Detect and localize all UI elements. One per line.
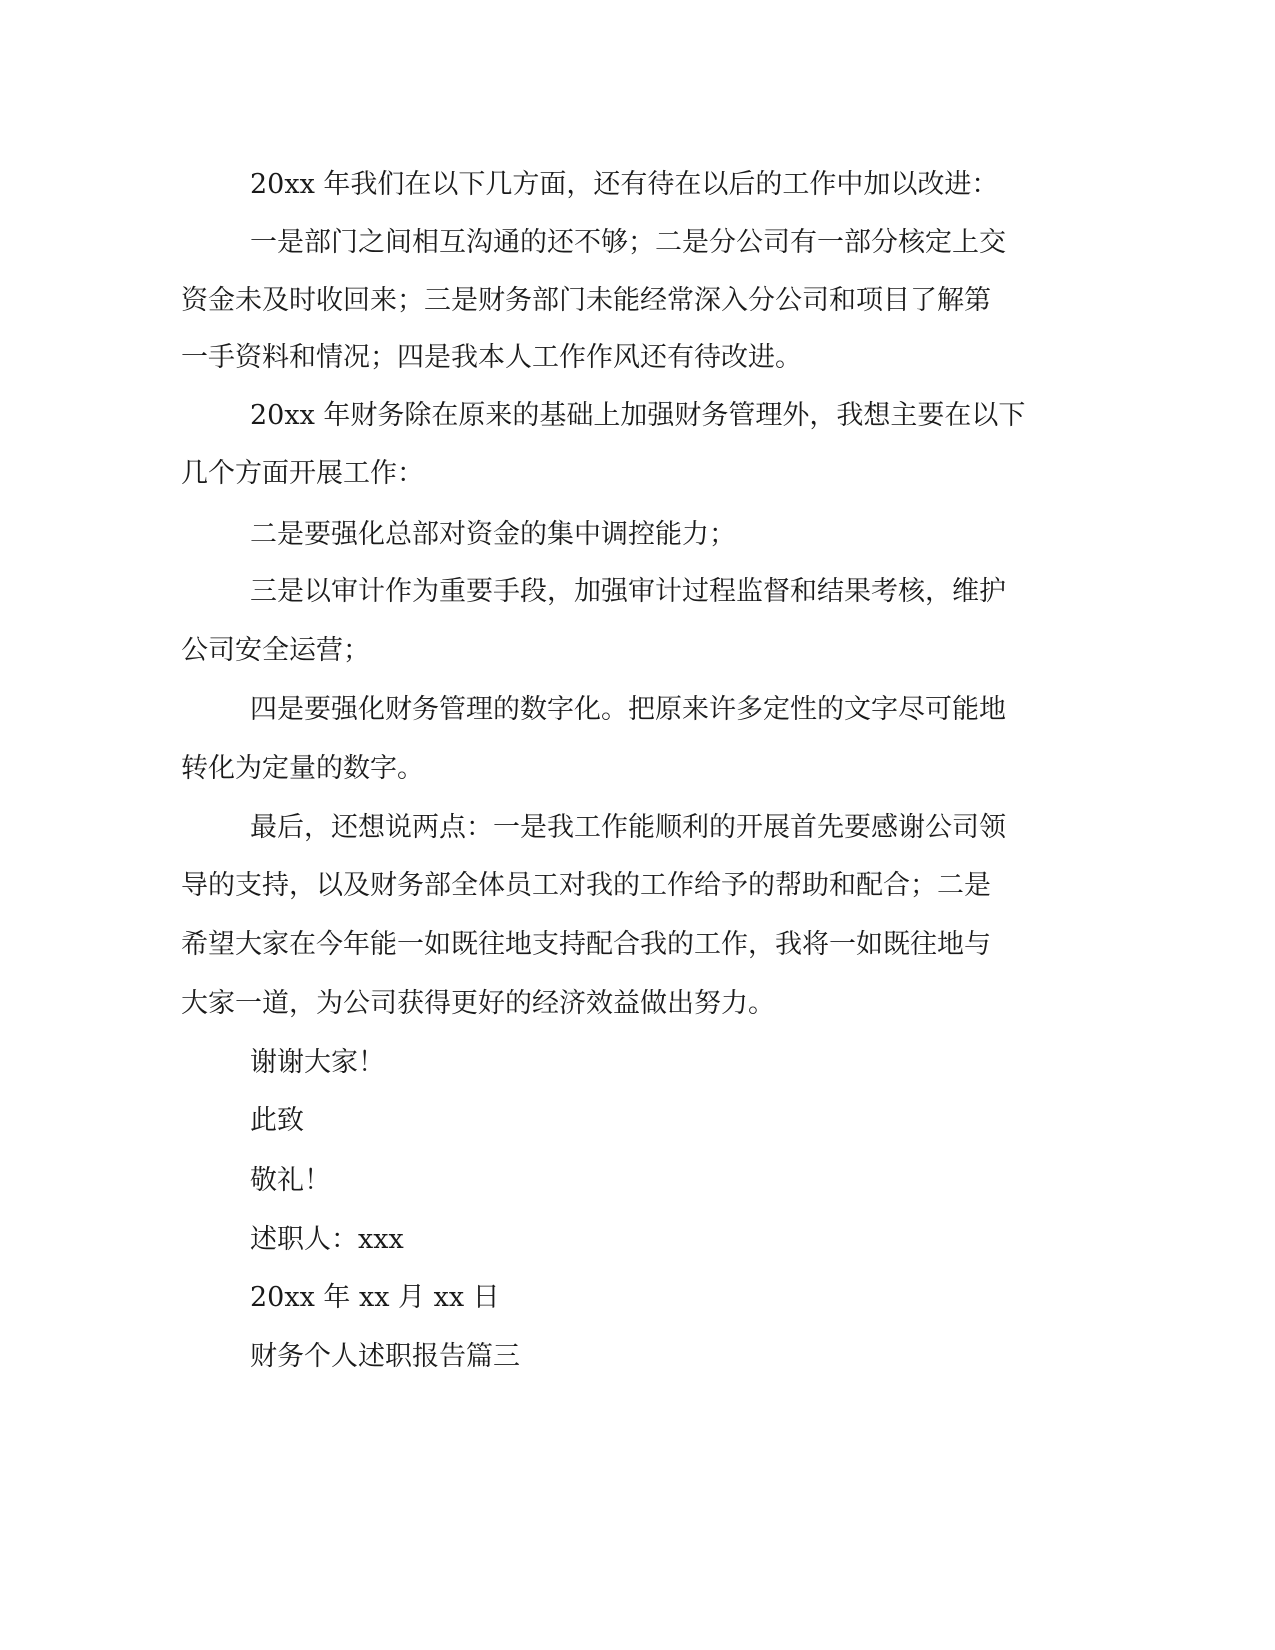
paragraph-line: 资金未及时收回来；三是财务部门未能经常深入分公司和项目了解第 [181,285,991,316]
date-line: 20xx 年 xx 月 xx 日 [250,1282,500,1313]
paragraph-line: 转化为定量的数字。 [181,753,424,784]
paragraph-line: 二是要强化总部对资金的集中调控能力； [250,519,736,550]
paragraph-line: 几个方面开展工作： [181,458,424,489]
paragraph-line: 三是以审计作为重要手段，加强审计过程监督和结果考核，维护 [250,576,1006,607]
paragraph-line: 四是要强化财务管理的数字化。把原来许多定性的文字尽可能地 [250,694,1006,725]
paragraph-line: 一是部门之间相互沟通的还不够；二是分公司有一部分核定上交 [250,227,1006,258]
paragraph-line: 20xx 年财务除在原来的基础上加强财务管理外，我想主要在以下 [250,400,1026,431]
paragraph-line: 最后，还想说两点：一是我工作能顺利的开展首先要感谢公司领 [250,812,1006,843]
paragraph-line: 一手资料和情况；四是我本人工作作风还有待改进。 [181,342,802,373]
paragraph-line: 公司安全运营； [181,635,370,666]
paragraph-line: 此致 [250,1105,304,1136]
signature-line: 述职人：xxx [250,1224,404,1255]
paragraph-line: 希望大家在今年能一如既往地支持配合我的工作，我将一如既往地与 [181,929,991,960]
paragraph-line: 20xx 年我们在以下几方面，还有待在以后的工作中加以改进： [250,169,999,200]
paragraph-line: 导的支持，以及财务部全体员工对我的工作给予的帮助和配合；二是 [181,870,991,901]
section-title: 财务个人述职报告篇三 [250,1341,520,1372]
paragraph-line: 大家一道，为公司获得更好的经济效益做出努力。 [181,988,775,1019]
paragraph-line: 敬礼！ [250,1165,331,1196]
paragraph-line: 谢谢大家！ [250,1047,385,1078]
